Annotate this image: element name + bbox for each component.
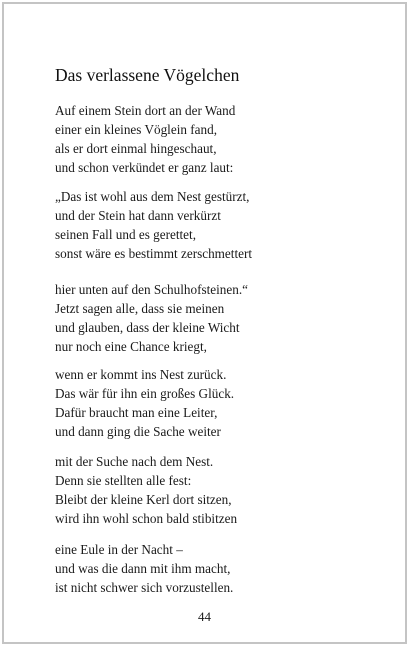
poem-line: Denn sie stellten alle fest: (55, 473, 192, 488)
poem-line: wenn er kommt ins Nest zurück. (55, 367, 227, 382)
stanza-4 (55, 365, 234, 441)
book-page (2, 2, 407, 644)
page-number: 44 (198, 609, 211, 624)
poem-line: mit der Suche nach dem Nest. (55, 454, 214, 469)
stanza-3 (55, 280, 248, 356)
poem-line: eine Eule in der Nacht – (55, 542, 183, 557)
stanza-6 (55, 540, 233, 597)
poem-line: nur noch eine Chance kriegt, (55, 339, 207, 354)
poem-line: Auf einem Stein dort an der Wand (55, 103, 236, 118)
poem-line: seinen Fall und es gerettet, (55, 227, 196, 242)
poem-line: und was die dann mit ihm macht, (55, 561, 231, 576)
poem-line: und der Stein hat dann verkürzt (55, 208, 221, 223)
poem-line: sonst wäre es bestimmt zerschmettert (55, 246, 253, 261)
poem-line: als er dort einmal hingeschaut, (55, 141, 217, 156)
stanza-1 (55, 101, 235, 177)
poem-line: hier unten auf den Schulhofsteinen.“ (55, 282, 248, 297)
poem-title: Das verlassene Vögelchen (55, 65, 240, 85)
poem-line: wird ihn wohl schon bald stibitzen (55, 511, 238, 526)
poem-line: „Das ist wohl aus dem Nest gestürzt, (55, 189, 250, 204)
poem-line: und schon verkündet er ganz laut: (55, 160, 234, 175)
poem-line: und dann ging die Sache weiter (55, 424, 221, 439)
poem-line: Jetzt sagen alle, dass sie meinen (55, 301, 225, 316)
poem-line: und glauben, dass der kleine Wicht (55, 320, 240, 335)
poem-line: einer ein kleines Vöglein fand, (55, 122, 217, 137)
poem-line: Bleibt der kleine Kerl dort sitzen, (55, 492, 232, 507)
poem-line: ist nicht schwer sich vorzustellen. (55, 580, 234, 595)
stanza-5 (55, 452, 237, 528)
stanza-2 (55, 187, 252, 263)
poem-line: Das wär für ihn ein großes Glück. (55, 386, 235, 401)
poem-line: Dafür braucht man eine Leiter, (55, 405, 218, 420)
